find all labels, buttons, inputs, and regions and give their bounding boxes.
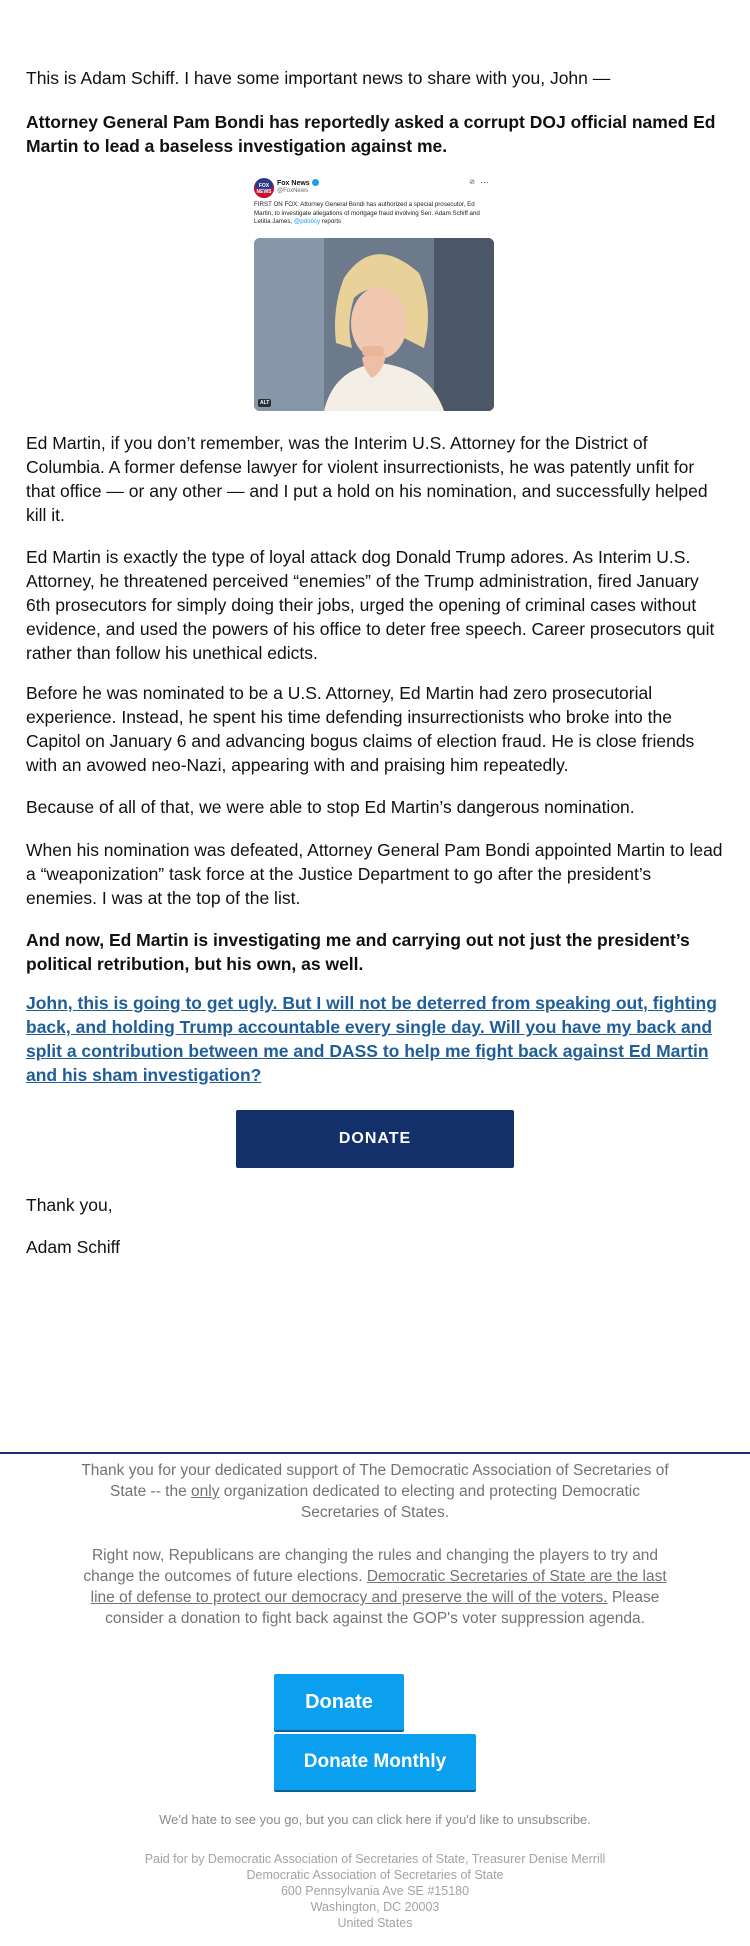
ask-link[interactable]: John, this is going to get ugly. But I will not be deterred from speaking out, fighting back, and holding Trump accountable every single day. Will you have my back and split a contribution between me and DASS to help me fight back against Ed Martin and his sham investigation? (26, 993, 717, 1085)
footer-thanks-only: only (191, 1483, 220, 1500)
tweet-text (254, 201, 490, 227)
org-text: Democratic Association of Secretaries of State (246, 1868, 504, 1882)
paragraph-5: When his nomination was defeated, Attorney General Pam Bondi appointed Martin to lead a “weaponization” task force at the Justice Department to go after the president’s enemies. I was at the top of the list. (26, 840, 723, 908)
embedded-tweet[interactable] (251, 176, 495, 411)
tweet-header (251, 176, 495, 236)
account-name-text: Fox News (277, 180, 310, 187)
more-options-icon: ⋯ (480, 177, 489, 187)
tweet-text-main: FIRST ON FOX: Attorney General Bondi has authorized a special prosecutor, Ed Martin, to investigate allegations of mortgage fraud involving Sen. Adam Schiff and Letitia James, (254, 201, 480, 225)
paragraph-2: Ed Martin is exactly the type of loyal attack dog Donald Trump adores. As Interim U.S. Attorney, he threatened perceived “enemies” of the Trump administration, fired January 6th prosecutors for simply doing their jobs, urged the opening of criminal cases without evidence, and used the powers of his office to deter free speech. Career prosecutors quit rather than follow his unethical edicts. (26, 547, 715, 663)
unsubscribe-text[interactable]: We'd hate to see you go, but you can click here if you'd like to unsubscribe. (159, 1812, 591, 1827)
footer-divider (0, 1452, 750, 1454)
paragraph-4: Because of all of that, we were able to stop Ed Martin’s dangerous nomination. (26, 797, 635, 817)
photo-illustration (254, 238, 494, 411)
paragraph-3: Before he was nominated to be a U.S. Attorney, Ed Martin had zero prosecutorial experience. Instead, he spent his time defending insurrectionists who broke into the Capitol on January 6 and advancing bogus claims of election fraud. He is close friends with an avowed neo-Nazi, appearing with and praising him repeatedly. (26, 683, 695, 775)
paragraph-1: Ed Martin, if you don’t remember, was the Interim U.S. Attorney for the District of Columbia. A former defense lawyer for violent insurrectionists, he was patently unfit for that office — or any other — and I put a hold on his nomination, and successfully helped kill it. (26, 433, 708, 525)
tweet-photo (254, 238, 494, 411)
avatar-text: FOX NEWS (256, 183, 272, 195)
address-line-1: 600 Pennsylvania Ave SE #15180 (280, 1884, 470, 1898)
footer-republicans-before: Right now, Republicans are changing the rules and changing the players to try and change the outcomes of future elections. (83, 1547, 659, 1585)
alt-badge: ALT (260, 400, 270, 406)
signature-text: Adam Schiff (26, 1237, 121, 1257)
tweet-mention: @pdoocy (293, 218, 321, 225)
footer-donate-button[interactable]: Donate (274, 1674, 404, 1730)
tweet-handle: @FoxNews (277, 188, 309, 194)
tweet-text-end: reports (321, 218, 342, 225)
footer-donate-monthly-button[interactable]: Donate Monthly (274, 1734, 476, 1790)
headline-text: Attorney General Pam Bondi has reportedly asked a corrupt DOJ official named Ed Martin to lead a baseless investigation against me. (26, 112, 716, 156)
signoff-text: Thank you, (26, 1195, 113, 1215)
grok-icon: ⊘ (469, 179, 475, 186)
country-text: United States (337, 1916, 413, 1930)
intro-text: This is Adam Schiff. I have some important news to share with you, John — (26, 68, 611, 88)
footer-dass-link[interactable]: Democratic Secretaries of State are the last line of defense to protect our democracy and preserve the will of the voters. (90, 1568, 667, 1606)
bold-closing: And now, Ed Martin is investigating me and carrying out not just the president’s political retribution, but his own, as well. (26, 930, 690, 974)
donate-button[interactable]: DONATE (236, 1110, 514, 1168)
address-line-2: Washington, DC 20003 (310, 1900, 440, 1914)
footer-republicans-after: Please consider a donation to fight back against the GOP's voter suppression agenda. (105, 1589, 660, 1627)
footer-thanks-after: organization dedicated to electing and protecting Democratic Secretaries of States. (223, 1483, 640, 1521)
footer-republicans (80, 1545, 670, 1629)
paid-for-text: Paid for by Democratic Association of Secretaries of State, Treasurer Denise Merrill (144, 1852, 606, 1866)
footer-thanks-before: Thank you for your dedicated support of The Democratic Association of Secretaries of State -- the (81, 1462, 669, 1500)
tweet-account-name (277, 179, 319, 187)
verified-badge-icon (312, 179, 319, 186)
footer-thanks (80, 1460, 670, 1523)
fox-news-avatar (254, 178, 274, 198)
